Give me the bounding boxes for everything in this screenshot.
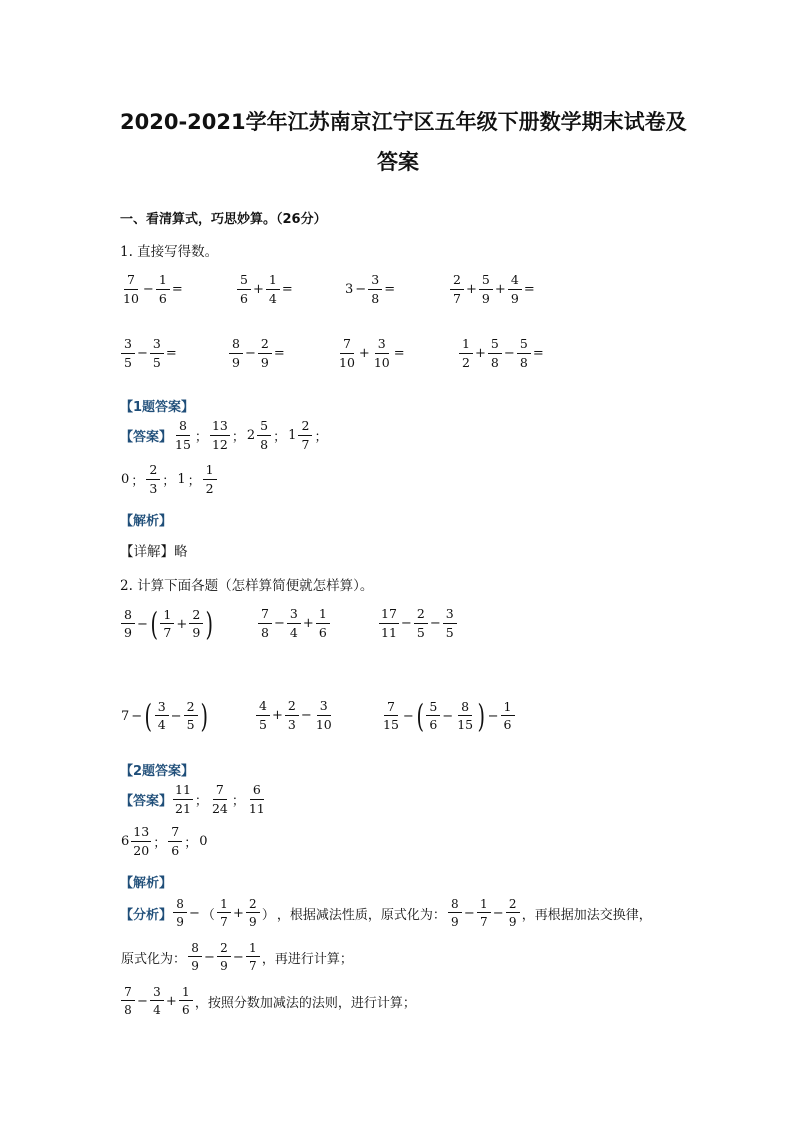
- q2-analysis-label: 【解析】: [120, 876, 173, 891]
- q2-expr-6: $\frac{7}{15}$ − ( $\frac{5}{6}$ − $\frac{8}{15}$ ) − $\frac{1}{6}$: [380, 700, 516, 732]
- page-title-line1: 2020-2021学年江苏南京江宁区五年级下册数学期末试卷及: [120, 110, 687, 134]
- q1-expr-3: 3 − $\frac{3}{8}$ =: [345, 272, 396, 306]
- q2-fenxi-line3: $\frac{7}{8}$ − $\frac{3}{4}$ + $\frac{1}{6}$ ，按照分数加减法的法则，进行计算；: [120, 986, 417, 1016]
- q1-expr-6: $\frac{8}{9}$ − $\frac{2}{9}$ =: [228, 338, 286, 369]
- q1-analysis-label: 【解析】: [120, 514, 173, 529]
- q1-expr-4: $\frac{2}{7}$ + $\frac{5}{9}$ + $\frac{4}{9}$ =: [449, 274, 536, 305]
- q2-expr-4: 7 − ( $\frac{3}{4}$ − $\frac{2}{5}$ ): [121, 697, 208, 735]
- section-heading: 一、看清算式，巧思妙算。（26分）: [120, 212, 327, 227]
- q2-answer-line2: 6 $\frac{13}{20}$ ； $\frac{7}{6}$ ； 0: [121, 824, 208, 858]
- q1-detail: 【详解】略: [120, 544, 188, 560]
- q1-expr-5: $\frac{3}{5}$ − $\frac{3}{5}$ =: [120, 338, 178, 369]
- q1-answer-line1: 【答案】 $\frac{8}{15}$ ； $\frac{13}{12}$ ； 2 $\frac{5}{8}$ ； 1 $\frac{2}{7}$ ；: [120, 418, 328, 452]
- q1-answer-header: 【1题答案】: [120, 400, 195, 415]
- q2-fenxi-line2: 原式化为： $\frac{8}{9}$ − $\frac{2}{9}$ − $\frac{1}{7}$ ，再进行计算；: [121, 941, 353, 973]
- page-title-line2: 答案: [377, 150, 419, 174]
- q1-answer-line2: 0 ； $\frac{2}{3}$ ； 1 ； $\frac{1}{2}$: [120, 464, 218, 495]
- q1-expr-8: $\frac{1}{2}$ + $\frac{5}{8}$ − $\frac{5}{8}$ =: [458, 338, 545, 369]
- question-1-label: 1. 直接写得数。: [120, 244, 219, 260]
- q1-expr-1: $\frac{7}{10}$ − $\frac{1}{6}$ =: [123, 272, 183, 306]
- q1-expr-7: $\frac{7}{10}$ + $\frac{3}{10}$ =: [339, 336, 405, 370]
- q2-expr-2: $\frac{7}{8}$ − $\frac{3}{4}$ + $\frac{1}{6}$: [257, 608, 331, 639]
- q2-fenxi-line1: 【分析】 $\frac{8}{9}$ − （ $\frac{1}{7}$ + $\frac{2}{9}$ ） ，根据减法性质，原式化为： $\frac{8}{9}$ − $\frac{1}{7}$ − $\frac{2}{9}$ ，再根据加法交换律，: [120, 897, 652, 929]
- q2-expr-3: $\frac{17}{11}$ − $\frac{2}{5}$ − $\frac{3}{5}$: [378, 608, 458, 639]
- q1-expr-2: $\frac{5}{6}$ + $\frac{1}{4}$ =: [236, 274, 294, 305]
- q2-expr-1: $\frac{8}{9}$ − ( $\frac{1}{7}$ + $\frac{2}{9}$ ): [120, 608, 215, 640]
- q2-expr-5: $\frac{4}{5}$ + $\frac{2}{3}$ − $\frac{3}{10}$: [255, 700, 335, 731]
- q2-answer-header: 【2题答案】: [120, 764, 195, 779]
- q2-answer-line1: 【答案】 $\frac{11}{21}$ ； $\frac{7}{24}$ ； $\frac{6}{11}$: [120, 782, 265, 816]
- question-2-label: 2. 计算下面各题（怎样算简便就怎样算）。: [120, 578, 374, 594]
